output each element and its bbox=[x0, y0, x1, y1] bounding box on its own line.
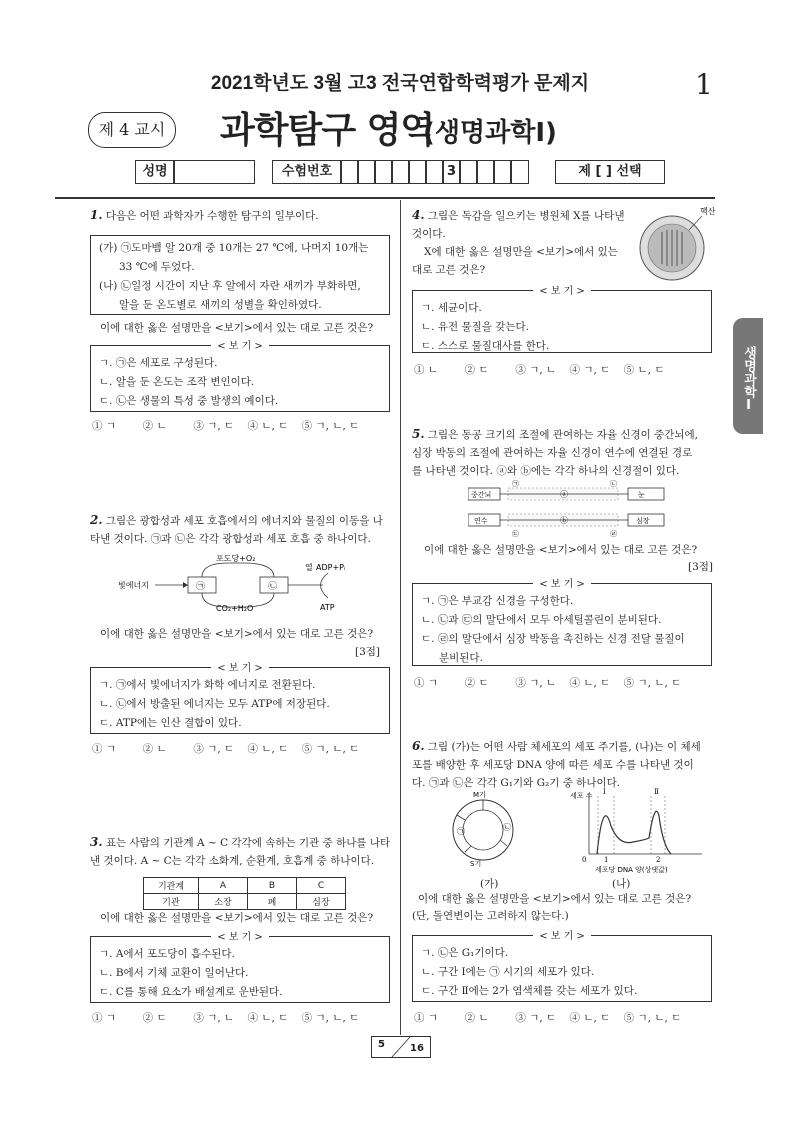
stem-text: 대로 고른 것은? bbox=[412, 264, 486, 276]
label-a: ⓐ bbox=[560, 490, 568, 499]
step-b: (나) ㉡일정 시간이 지난 후 알에서 자란 새끼가 부화하면, bbox=[99, 280, 361, 292]
step-a: (가) ㉠도마뱀 알 20개 중 10개는 27 ℃에, 나머지 10개는 bbox=[99, 242, 369, 254]
caption-a: (가) bbox=[480, 878, 499, 890]
stem-text: 그림은 광합성과 세포 호흡에서의 에너지와 물질의 이동을 나 bbox=[105, 515, 383, 527]
question-6-prompt: 이에 대한 옳은 설명만을 <보기>에서 있는 대로 고른 것은? bbox=[418, 893, 692, 905]
question-2-stem bbox=[90, 511, 395, 548]
question-number: 6. bbox=[412, 739, 425, 753]
co2-label: CO₂+H₂O bbox=[216, 604, 254, 613]
dna-histogram bbox=[567, 786, 707, 878]
virus-illustration bbox=[634, 200, 724, 290]
note: (단, 돌연변이는 고려하지 않는다.) bbox=[412, 910, 569, 922]
header-divider bbox=[55, 197, 715, 199]
bogi-item: ㄴ. B에서 기체 교환이 일어난다. bbox=[99, 967, 249, 979]
answer-choices[interactable]: ① ㄱ ② ㄷ ③ ㄱ, ㄴ ④ ㄴ, ㄷ ⑤ ㄱ, ㄴ, ㄷ bbox=[92, 1012, 360, 1024]
bogi-item: ㄴ. 구간 Ⅰ에는 ㉠ 시기의 세포가 있다. bbox=[421, 966, 595, 978]
eye-label: 눈 bbox=[638, 491, 645, 499]
page-number: 1 bbox=[695, 68, 713, 101]
bogi-title: < 보 기 > bbox=[211, 663, 269, 674]
arrow-head bbox=[183, 582, 188, 588]
bogi-title: < 보 기 > bbox=[533, 579, 591, 590]
bogi-item: ㄷ. 구간 Ⅱ에는 2가 염색체를 갖는 세포가 있다. bbox=[421, 985, 638, 997]
peak-2-label: Ⅱ bbox=[654, 788, 659, 796]
cell-cycle-diagram bbox=[445, 790, 525, 870]
stem-text: 것이다. bbox=[412, 228, 446, 240]
label-c2: ㉡ bbox=[610, 480, 617, 488]
table-cell: 폐 bbox=[248, 894, 297, 910]
table-header: B bbox=[248, 878, 297, 894]
subject-subtitle: (생명과학Ⅰ) bbox=[423, 118, 557, 148]
select-label: 제 [ ] 선택 bbox=[555, 160, 665, 184]
label-c3: ㉢ bbox=[512, 530, 519, 538]
stem-text: 낸 것이다. A ~ C는 각각 소화계, 순환계, 호흡계 중 하나이다. bbox=[90, 855, 375, 867]
atp-arrow bbox=[321, 573, 329, 598]
x-tick-1: 1 bbox=[604, 856, 609, 864]
question-number: 4. bbox=[412, 208, 425, 222]
subject-side-tab: 생명과학Ⅰ bbox=[733, 318, 763, 434]
heart-label: 심장 bbox=[636, 517, 650, 525]
cycle-inner bbox=[463, 810, 503, 850]
stem-text: 포를 배양한 후 세포당 DNA 양에 따른 세포 수를 나타낸 것이 bbox=[412, 759, 694, 771]
table-row bbox=[144, 878, 346, 894]
stem-text: 심장 박동의 조절에 관여하는 자율 신경이 연수에 연결된 경로 bbox=[412, 447, 693, 459]
x-tick-0: 0 bbox=[582, 856, 587, 864]
bogi-item: ㄷ. ㉣의 말단에서 심장 박동을 촉진하는 신경 전달 물질이 bbox=[421, 633, 685, 645]
page-indicator bbox=[371, 1036, 431, 1058]
exam-no-label: 수험번호 bbox=[272, 160, 342, 184]
label-c1: ㉠ bbox=[512, 480, 519, 488]
bogi-item: ㄱ. ㉠에서 빛에너지가 화학 에너지로 전환된다. bbox=[99, 679, 316, 691]
light-energy-label: 빛에너지 bbox=[118, 581, 149, 590]
bogi-item: ㄷ. ㉡은 생물의 특성 중 발생의 예이다. bbox=[99, 395, 279, 407]
step-b-cont: 알을 둔 온도별로 새끼의 성별을 확인하였다. bbox=[119, 299, 322, 311]
question-1-stem bbox=[90, 206, 390, 225]
name-label: 성명 bbox=[135, 160, 175, 184]
answer-choices[interactable]: ① ㄱ ② ㄴ ③ ㄱ, ㄷ ④ ㄴ, ㄷ ⑤ ㄱ, ㄴ, ㄷ bbox=[92, 743, 360, 755]
bogi-item: ㄱ. ㉠은 세포로 구성된다. bbox=[99, 357, 218, 369]
question-number: 5. bbox=[412, 427, 425, 441]
x-axis-label: 세포당 DNA 양(상댓값) bbox=[595, 866, 668, 874]
table-header: A bbox=[199, 878, 248, 894]
table-header: 기관계 bbox=[144, 878, 199, 894]
bogi-item: ㄴ. ㉡과 ㉢의 말단에서 모두 아세틸콜린이 분비된다. bbox=[421, 614, 662, 626]
question-3-prompt: 이에 대한 옳은 설명만을 <보기>에서 있는 대로 고른 것은? bbox=[100, 912, 374, 924]
bogi-item: ㄷ. ATP에는 인산 결합이 있다. bbox=[99, 717, 242, 729]
bogi-item: ㄴ. 유전 물질을 갖는다. bbox=[421, 321, 529, 333]
question-number: 3. bbox=[90, 835, 103, 849]
question-3-stem bbox=[90, 833, 395, 870]
bogi-box bbox=[90, 663, 390, 734]
stem-text: 를 나타낸 것이다. ⓐ와 ⓑ에는 각각 하나의 신경절이 있다. bbox=[412, 465, 680, 477]
table-cell: 소장 bbox=[199, 894, 248, 910]
bogi-item: ㄷ. 스스로 물질대사를 한다. bbox=[421, 340, 550, 352]
atp-label: ATP bbox=[320, 603, 335, 612]
bogi-box bbox=[90, 341, 390, 412]
medulla-label: 연수 bbox=[474, 517, 488, 525]
energy-diagram bbox=[118, 553, 368, 613]
bogi-box bbox=[412, 931, 712, 1002]
answer-choices[interactable]: ① ㄱ ② ㄴ ③ ㄱ, ㄷ ④ ㄴ, ㄷ ⑤ ㄱ, ㄴ, ㄷ bbox=[92, 420, 360, 432]
bogi-item: ㄱ. 세균이다. bbox=[421, 302, 482, 314]
adp-label: ADP+Pᵢ bbox=[316, 563, 346, 572]
bogi-box bbox=[412, 579, 712, 666]
label-b: ㉡ bbox=[268, 582, 278, 592]
step-a-cont: 33 ℃에 두었다. bbox=[119, 261, 195, 273]
y-axis-label: 세포 수 bbox=[570, 792, 593, 800]
bogi-title: < 보 기 > bbox=[533, 286, 591, 297]
experiment-box bbox=[90, 235, 390, 315]
stem-text: 그림은 독감을 일으키는 병원체 X를 나타낸 bbox=[427, 210, 625, 222]
nerve-pathway-diagram bbox=[468, 478, 678, 538]
table-cell: 기관 bbox=[144, 894, 199, 910]
bogi-item: ㄷ. C를 통해 요소가 배설계로 운반된다. bbox=[99, 986, 283, 998]
answer-choices[interactable]: ① ㄱ ② ㄴ ③ ㄱ, ㄷ ④ ㄴ, ㄷ ⑤ ㄱ, ㄴ, ㄷ bbox=[414, 1012, 682, 1024]
bogi-item: ㄱ. A에서 포도당이 흡수된다. bbox=[99, 948, 235, 960]
page-total: 16 bbox=[410, 1043, 424, 1054]
info-row bbox=[135, 160, 665, 184]
bogi-item: ㄱ. ㉠은 부교감 신경을 구성한다. bbox=[421, 595, 574, 607]
arrow-top bbox=[202, 563, 274, 577]
nucleic-acid-label: 핵산 bbox=[700, 207, 716, 216]
stem-text: 다. ㉠과 ㉡은 각각 G₁기와 G₂기 중 하나이다. bbox=[412, 777, 621, 789]
caption-b: (나) bbox=[612, 878, 631, 890]
bogi-title: < 보 기 > bbox=[533, 931, 591, 942]
heat-label: 열 bbox=[305, 563, 313, 572]
label-b: ⓑ bbox=[560, 516, 568, 525]
table-header: C bbox=[297, 878, 346, 894]
bogi-box bbox=[90, 932, 390, 1003]
exam-no-box[interactable] bbox=[510, 160, 529, 184]
label-c4: ㉣ bbox=[610, 530, 617, 538]
subject-title: 과학탐구 영역 bbox=[220, 110, 435, 151]
glucose-label: 포도당+O₂ bbox=[216, 554, 256, 563]
bogi-item: ㄴ. ㉡에서 방출된 에너지는 모두 ATP에 저장된다. bbox=[99, 698, 330, 710]
exam-no-digit: 3 bbox=[442, 160, 461, 184]
table-cell: 심장 bbox=[297, 894, 346, 910]
points: [3점] bbox=[688, 561, 714, 573]
period-label: 제 4 교시 bbox=[88, 112, 176, 148]
histogram-curve bbox=[597, 811, 671, 854]
page-current: 5 bbox=[378, 1039, 385, 1050]
question-2-prompt: 이에 대한 옳은 설명만을 <보기>에서 있는 대로 고른 것은? bbox=[100, 628, 374, 640]
s-phase-label: S기 bbox=[470, 860, 482, 868]
bogi-item: ㄴ. 알을 둔 온도는 조작 변인이다. bbox=[99, 376, 255, 388]
stem-text: 그림 (가)는 어떤 사람 체세포의 세포 주기를, (나)는 이 체세 bbox=[427, 741, 701, 753]
bogi-item: ㄱ. ㉡은 G₁기이다. bbox=[421, 947, 509, 959]
question-number: 1. bbox=[90, 208, 103, 222]
question-1-prompt: 이에 대한 옳은 설명만을 <보기>에서 있는 대로 고른 것은? bbox=[100, 322, 374, 334]
eye-box bbox=[628, 488, 664, 500]
table-row bbox=[144, 894, 346, 910]
exam-title: 2021학년도 3월 고3 전국연합학력평가 문제지 bbox=[210, 73, 590, 94]
question-number: 2. bbox=[90, 513, 103, 527]
stem-text: 다음은 어떤 과학자가 수행한 탐구의 일부이다. bbox=[105, 210, 319, 222]
stem-text: 그림은 동공 크기의 조절에 관여하는 자율 신경이 중간뇌에, bbox=[427, 429, 699, 441]
organ-table bbox=[143, 877, 346, 910]
bogi-box bbox=[412, 286, 712, 353]
question-4-stem bbox=[412, 206, 637, 279]
bogi-title: < 보 기 > bbox=[211, 341, 269, 352]
question-5-prompt: 이에 대한 옳은 설명만을 <보기>에서 있는 대로 고른 것은? bbox=[424, 544, 698, 556]
bogi-item-cont: 분비된다. bbox=[439, 652, 483, 664]
question-5-stem bbox=[412, 425, 717, 480]
m-phase-label: M기 bbox=[473, 791, 486, 799]
answer-choices[interactable]: ① ㄴ ② ㄷ ③ ㄱ, ㄴ ④ ㄱ, ㄷ ⑤ ㄴ, ㄷ bbox=[414, 364, 665, 376]
stem-text: X에 대한 옳은 설명만을 <보기>에서 있는 bbox=[424, 246, 618, 258]
points: [3점] bbox=[355, 646, 381, 658]
question-6-stem bbox=[412, 737, 717, 792]
column-divider bbox=[400, 200, 401, 1035]
stem-text: 타낸 것이다. ㉠과 ㉡은 각각 광합성과 세포 호흡 중 하나이다. bbox=[90, 533, 371, 545]
label-a: ㉠ bbox=[457, 827, 465, 836]
stem-text: 표는 사람의 기관계 A ~ C 각각에 속하는 기관 중 하나를 나타 bbox=[105, 837, 391, 849]
label-a: ㉠ bbox=[196, 582, 206, 592]
answer-choices[interactable]: ① ㄱ ② ㄷ ③ ㄱ, ㄴ ④ ㄴ, ㄷ ⑤ ㄱ, ㄴ, ㄷ bbox=[414, 677, 682, 689]
name-field[interactable] bbox=[173, 160, 255, 184]
peak-1-label: Ⅰ bbox=[603, 788, 606, 796]
x-tick-2: 2 bbox=[656, 856, 661, 864]
midbrain-label: 중간뇌 bbox=[471, 491, 492, 499]
label-b: ㉡ bbox=[503, 823, 511, 832]
bogi-title: < 보 기 > bbox=[211, 932, 269, 943]
